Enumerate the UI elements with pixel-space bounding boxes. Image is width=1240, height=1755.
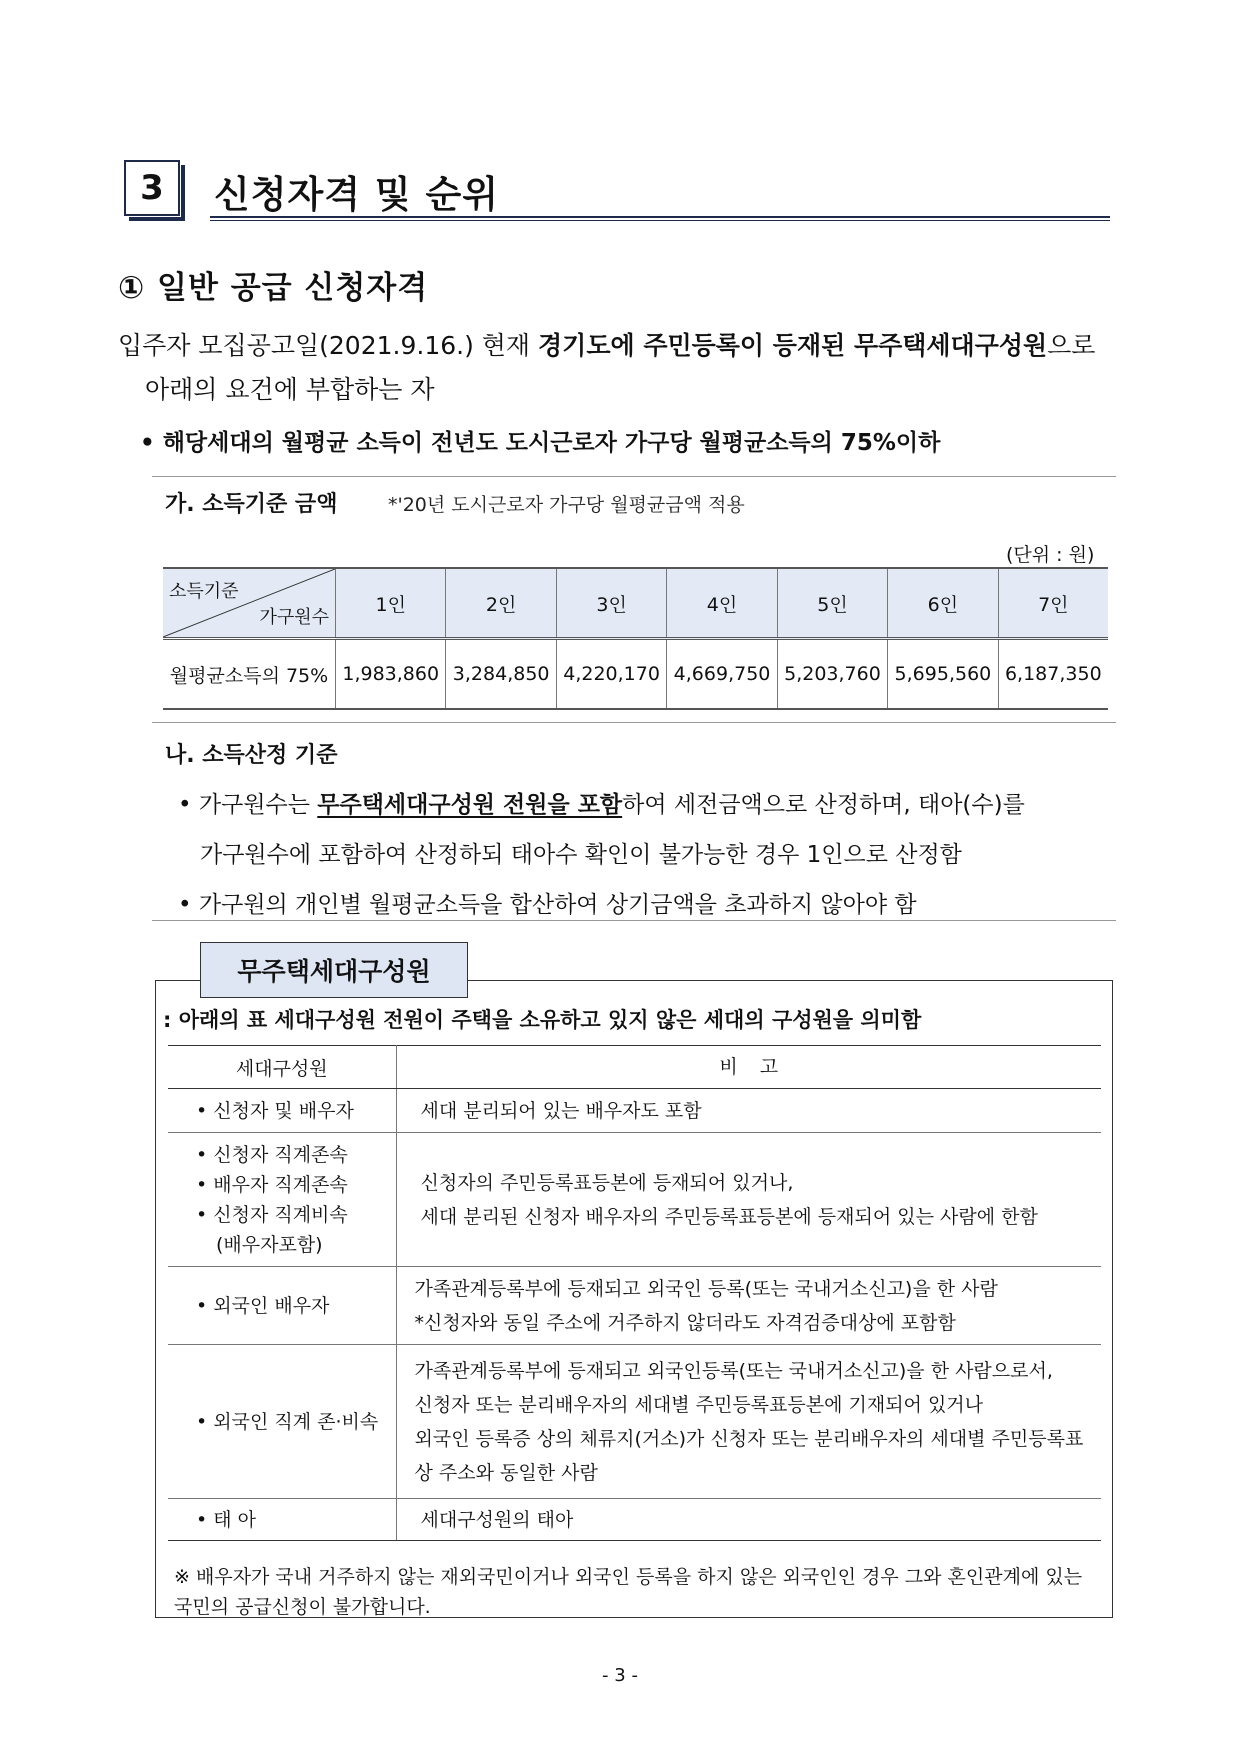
members-header-row bbox=[168, 1046, 1101, 1089]
member-type: • 신청자 직계비속 bbox=[196, 1203, 348, 1226]
income-table bbox=[163, 567, 1108, 710]
members-table bbox=[168, 1045, 1101, 1541]
calc-label: 나. 소득산정 기준 bbox=[165, 743, 338, 768]
table-row bbox=[168, 1499, 1101, 1541]
member-type: • 신청자 직계존속 bbox=[196, 1143, 348, 1166]
intro-text-c: 으로 bbox=[1047, 331, 1096, 360]
member-note: *신청자와 동일 주소에 거주하지 않더라도 자격검증대상에 포함함 bbox=[414, 1311, 956, 1334]
calc-text-underlined: 무주택세대구성원 전원을 포함 bbox=[317, 792, 623, 818]
calc-text-c: 하여 세전금액으로 산정하며, 태아(수)를 bbox=[622, 792, 1025, 818]
income-value: 6,187,350 bbox=[998, 639, 1108, 710]
member-note-cell bbox=[396, 1499, 1101, 1541]
member-type: • 태 아 bbox=[196, 1508, 256, 1531]
household-size-header: 1인 bbox=[336, 568, 446, 639]
table-row bbox=[168, 1267, 1101, 1345]
member-note: 가족관계등록부에 등재되고 외국인등록(또는 국내거소신고)을 한 사람으로서, bbox=[414, 1359, 1053, 1382]
members-footnote: ※ 배우자가 국내 거주하지 않는 재외국민이거나 외국인 등록을 하지 않은 외국인인 경우 그와 혼인관계에 있는 국민의 공급신청이 불가합니다. bbox=[174, 1566, 1083, 1618]
income-value: 3,284,850 bbox=[446, 639, 556, 710]
member-note: 신청자의 주민등록표등본에 등재되어 있거나, bbox=[420, 1171, 794, 1194]
household-size-header: 4인 bbox=[667, 568, 777, 639]
page-number: - 3 - bbox=[602, 1665, 638, 1686]
subsection-title: ① 일반 공급 신청자격 bbox=[118, 270, 429, 306]
member-note: 세대 분리된 신청자 배우자의 주민등록표등본에 등재되어 있는 사람에 한함 bbox=[420, 1205, 1038, 1228]
member-type: • 신청자 및 배우자 bbox=[196, 1099, 354, 1122]
member-note-cell bbox=[396, 1345, 1101, 1499]
calc-bullet-1 bbox=[178, 786, 1025, 819]
household-size-header: 5인 bbox=[777, 568, 887, 639]
table-row bbox=[168, 1089, 1101, 1133]
corner-top-label: 소득기준 bbox=[169, 581, 239, 602]
intro-text-bold: 경기도에 주민등록이 등재된 무주택세대구성원 bbox=[538, 331, 1048, 360]
income-unit: (단위 : 원) bbox=[1006, 544, 1095, 566]
table-row bbox=[168, 1345, 1101, 1499]
member-note: 세대구성원의 태아 bbox=[420, 1508, 574, 1531]
member-type: • 배우자 직계존속 bbox=[196, 1173, 348, 1196]
income-note: *'20년 도시근로자 가구당 월평균금액 적용 bbox=[388, 494, 745, 516]
member-note: 가족관계등록부에 등재되고 외국인 등록(또는 국내거소신고)을 한 사람 bbox=[414, 1277, 998, 1300]
section-title: 신청자격 및 순위 bbox=[214, 173, 499, 216]
section-number-box bbox=[124, 160, 180, 216]
members-col-header-2: 비고 bbox=[396, 1046, 1101, 1089]
corner-bottom-label: 가구원수 bbox=[259, 607, 329, 628]
member-note-cell bbox=[396, 1089, 1101, 1133]
calc-bullet-1-line-2: 가구원수에 포함하여 산정하되 태아수 확인이 불가능한 경우 1인으로 산정함 bbox=[200, 842, 962, 868]
member-type-cell bbox=[168, 1133, 396, 1267]
members-description: : 아래의 표 세대구성원 전원이 주택을 소유하고 있지 않은 세대의 구성원을 의미함 bbox=[163, 1008, 922, 1032]
member-note: 신청자 또는 분리배우자의 세대별 주민등록표등본에 기재되어 있거나 bbox=[414, 1393, 984, 1416]
income-header-row bbox=[163, 568, 1108, 639]
household-size-header: 3인 bbox=[556, 568, 666, 639]
member-note: 세대 분리되어 있는 배우자도 포함 bbox=[420, 1099, 702, 1122]
divider bbox=[152, 722, 1116, 723]
intro-line-2: 아래의 요건에 부합하는 자 bbox=[145, 375, 435, 404]
intro-line-1 bbox=[118, 326, 1095, 362]
member-note: 외국인 등록증 상의 체류지(거소)가 신청자 또는 분리배우자의 세대별 주민등록표 bbox=[414, 1427, 1084, 1450]
intro-text-a: 입주자 모집공고일(2021.9.16.) 현재 bbox=[118, 331, 539, 360]
income-value: 5,203,760 bbox=[777, 639, 887, 710]
section-underline-thin bbox=[210, 220, 1110, 221]
income-value: 5,695,560 bbox=[888, 639, 998, 710]
household-size-header: 6인 bbox=[888, 568, 998, 639]
member-type: • 외국인 직계 존·비속 bbox=[196, 1410, 379, 1433]
member-type-cell bbox=[168, 1499, 396, 1541]
household-size-header: 7인 bbox=[998, 568, 1108, 639]
income-value: 4,669,750 bbox=[667, 639, 777, 710]
calc-text-a: • 가구원수는 bbox=[178, 792, 318, 818]
section-underline bbox=[210, 216, 1110, 218]
member-type-cell bbox=[168, 1267, 396, 1345]
member-note-cell bbox=[396, 1267, 1101, 1345]
divider bbox=[152, 920, 1116, 921]
member-note: 상 주소와 동일한 사람 bbox=[414, 1461, 598, 1484]
members-tag: 무주택세대구성원 bbox=[200, 942, 468, 998]
main-bullet: • 해당세대의 월평균 소득이 전년도 도시근로자 가구당 월평균소득의 75%이하 bbox=[140, 430, 941, 456]
income-label: 가. 소득기준 금액 bbox=[165, 492, 338, 517]
table-row bbox=[168, 1133, 1101, 1267]
calc-bullet-2: • 가구원의 개인별 월평균소득을 합산하여 상기금액을 초과하지 않아야 함 bbox=[178, 892, 917, 918]
member-type-cell bbox=[168, 1345, 396, 1499]
member-type: (배우자포함) bbox=[216, 1233, 323, 1256]
income-value: 1,983,860 bbox=[336, 639, 446, 710]
section-number: 3 bbox=[140, 168, 164, 208]
income-value: 4,220,170 bbox=[556, 639, 666, 710]
household-size-header: 2인 bbox=[446, 568, 556, 639]
member-type: • 외국인 배우자 bbox=[196, 1294, 330, 1317]
member-note-cell bbox=[396, 1133, 1101, 1267]
divider bbox=[152, 476, 1116, 477]
corner-cell bbox=[163, 568, 336, 639]
income-row-label: 월평균소득의 75% bbox=[163, 639, 336, 710]
member-type-cell bbox=[168, 1089, 396, 1133]
members-col-header-1: 세대구성원 bbox=[168, 1046, 396, 1089]
income-value-row bbox=[163, 639, 1108, 710]
